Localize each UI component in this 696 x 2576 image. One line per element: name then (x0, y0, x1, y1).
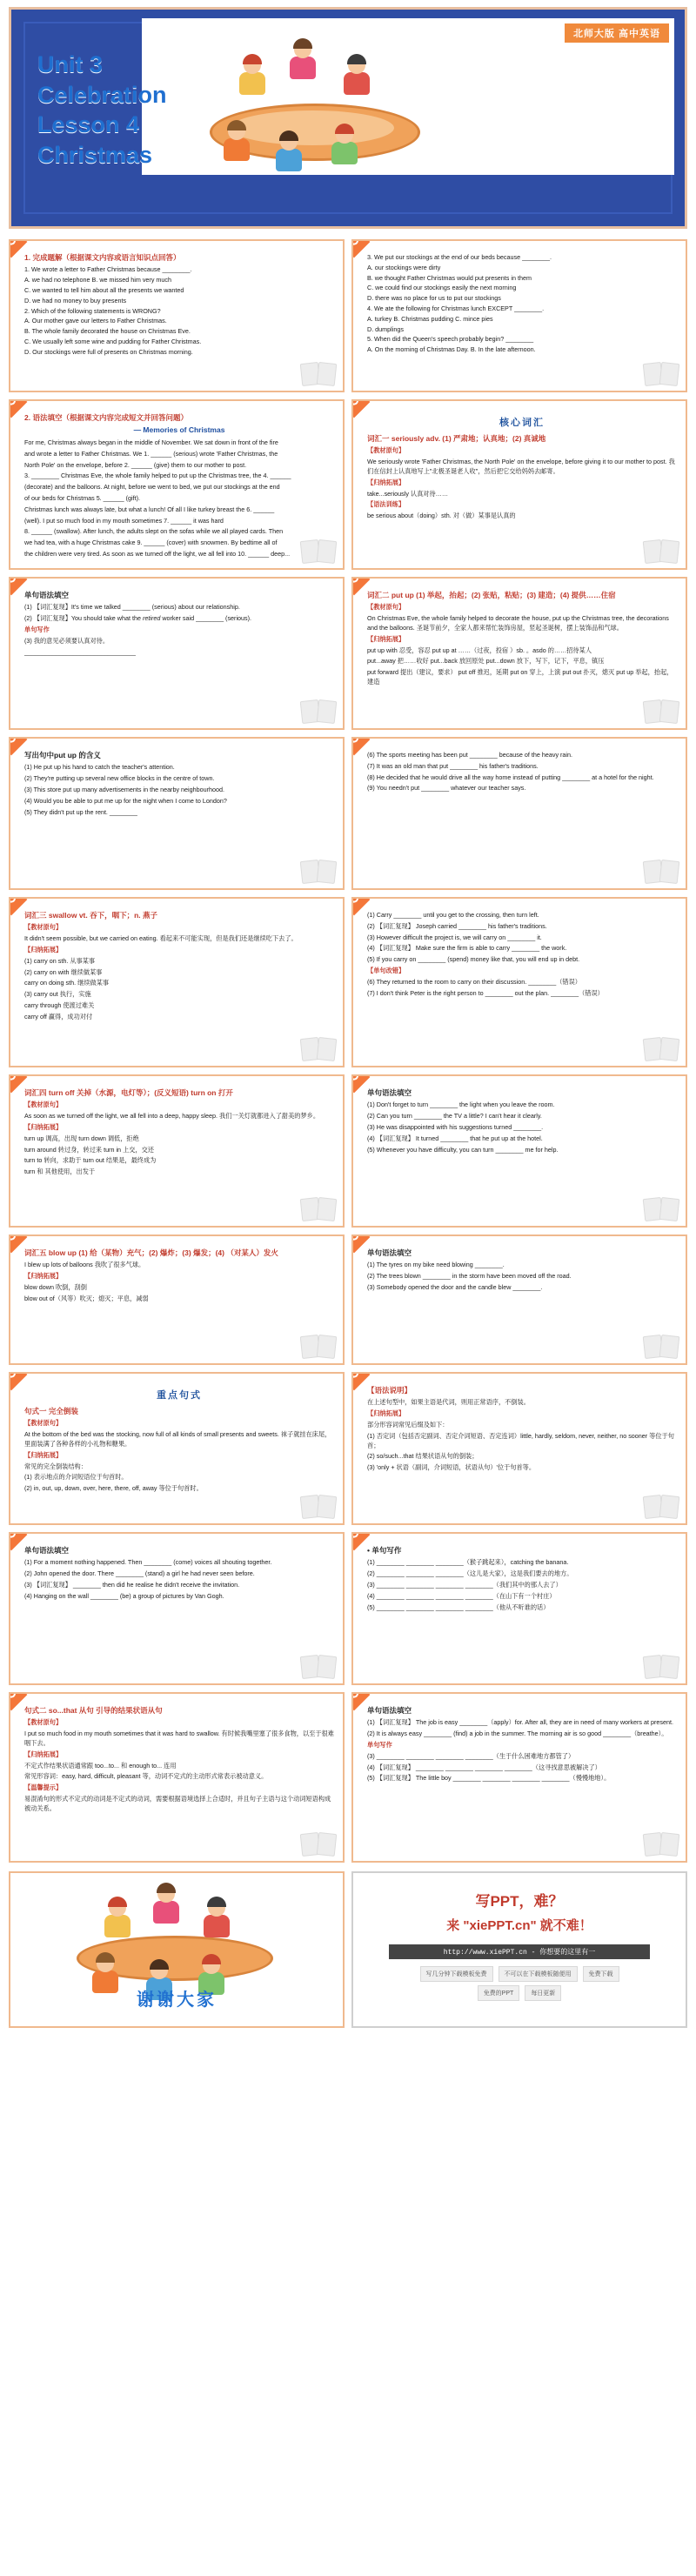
slide-body (24, 438, 334, 559)
fill-line: (5) If you carry on ________ (spend) money like that, you will end up in debt. (367, 955, 580, 964)
classroom-illustration-2 (63, 1885, 289, 1981)
slide-listening-part1[interactable] (9, 239, 345, 392)
slide-title: 1. 完成题解（根据课文内容或语言知识点回答） (24, 253, 181, 262)
cloze-line: For me, Christmas always began in the middle of November. We sat down in front of the fire (24, 438, 278, 446)
promo-tag[interactable]: 不可以在下载模板随便用 (499, 1966, 578, 1982)
block-heading: 【教材原句】 (367, 603, 405, 612)
slides-grid (9, 239, 687, 1863)
slide-body (367, 1261, 677, 1292)
slide-body (24, 603, 334, 657)
slide-title: 单句语法填空 (367, 1248, 412, 1257)
question-line: 1. We wrote a letter to Father Christmas because ________. (24, 265, 192, 274)
block-text: (3) carry out 执行，实施 (24, 990, 91, 999)
fill-line: ________________________________ (24, 647, 136, 656)
fill-line: (2) It is always easy ________ (find) a job in the summer. The morning air is so good ________（breathe）。 (367, 1730, 668, 1738)
block-heading: 单句写作 (24, 626, 50, 634)
question-line: B. we thought Father Christmas would put presents in them (367, 273, 532, 282)
block-text: (3) 'only + 状语（副词，介词短语，状语从句）'位于句首等。 (367, 1463, 536, 1472)
student-figure (224, 123, 250, 161)
promo-slide[interactable] (351, 1871, 687, 2028)
slide-word-put-up[interactable] (351, 577, 687, 730)
slide-blow-fill[interactable] (351, 1234, 687, 1365)
block-text: (2) carry on with 继续做某事 (24, 967, 103, 976)
fill-line: (2) 【词汇复现】You should take what the retired worker said ________ (serious). (24, 614, 252, 623)
promo-tag[interactable]: 每日更新 (525, 1985, 561, 2001)
slide-sentence-writing[interactable] (351, 1532, 687, 1685)
book-icon (301, 1833, 336, 1856)
block-heading: 【归纳拓展】 (24, 946, 63, 954)
block-text: (1) carry on sth. 从事某事 (24, 956, 96, 965)
teacher-figure (153, 1885, 179, 1924)
book-icon (644, 1198, 679, 1221)
slide-word-swallow[interactable] (9, 897, 345, 1067)
block-heading: 【归纳拓展】 (367, 1409, 405, 1418)
fill-line: (4) Hanging on the wall ________ (be) a group of pictures by Van Gogh. (24, 1591, 224, 1600)
slide-body (24, 923, 334, 1021)
block-heading: 【教材原句】 (24, 923, 63, 932)
fill-line: (7) I don't think Peter is the right person to ________ out the plan. ________（错误） (367, 988, 604, 997)
block-text: put up with 忍受，容忍 put up at ……（过夜，投宿 ）sb. 。asdo 的……招待某人 (367, 646, 592, 654)
promo-url[interactable]: http://www.xiePPT.cn - 你想要的这里有一 (389, 1944, 650, 1959)
slide-word-blow-up[interactable] (9, 1234, 345, 1365)
question-line: A. we had no telephone B. we missed him very much (24, 276, 171, 284)
fill-line: (6) They returned to the room to carry on their discussion. ________（错误） (367, 977, 581, 986)
student-figure (276, 133, 302, 171)
question-line: A. Our mother gave our letters to Father Christmas. (24, 317, 167, 325)
cloze-line: Christmas lunch was always late, but what a lunch! Of all I like turkey breast the 6. ______ (24, 505, 275, 513)
block-text: It didn't seem possible, but we carried on eating. 看起来不可能实现，但是我们还是继续吃下去了。 (24, 934, 298, 943)
book-icon (644, 700, 679, 723)
block-text: be serious about（doing）sth. 对（做）某事是认真的 (367, 512, 516, 520)
block-heading: 【单句改错】 (367, 966, 405, 974)
book-icon (644, 540, 679, 563)
fill-line: (1) For a moment nothing happened. Then ________ (come) voices all shouting together. (24, 1558, 272, 1567)
book-icon (301, 1335, 336, 1358)
student-figure (104, 1899, 130, 1937)
brand-badge: 北师大版 高中英语 (565, 23, 669, 43)
fill-line: (1) 【词汇复现】 The job is easy ________（apply）for. After all, they are in need of many workers at present. (367, 1718, 673, 1727)
block-heading: 【归纳拓展】 (24, 1450, 63, 1459)
fill-line: (4) 【词汇复现】 ________ ________ ________ ________（这寻找意思被解决了） (367, 1763, 601, 1771)
slide-title: 单句语法填空 (24, 591, 70, 599)
block-heading: 【归纳拓展】 (367, 634, 405, 643)
fill-line: (6) The sports meeting has been put ________ because of the heavy rain. (367, 751, 573, 759)
book-icon (301, 860, 336, 883)
block-heading: 【归纳拓展】 (24, 1272, 63, 1281)
title-slide (9, 7, 687, 229)
question-line: D. dumplings (367, 325, 404, 333)
block-text: take...seriously 认真对待…… (367, 489, 449, 498)
title-line-1: Unit 3 (37, 51, 104, 77)
block-text: We seriously wrote 'Father Christmas, the North Pole' on the envelope, before giving it to our mother to post. 我们在信封上认真地写上"北极圣诞老人收"，然后把它交给妈妈去邮寄。 (367, 458, 675, 476)
fill-line: (3) This store put up many advertisements in the nearby neighbourhood. (24, 786, 224, 794)
block-text: (2) so/such...that 结果状语从句的倒装； (367, 1452, 478, 1461)
slide-body (24, 1558, 334, 1601)
question-line: 2. Which of the following statements is WRONG? (24, 306, 161, 315)
fill-line: (1) Don't forget to turn ________ the light when you leave the room. (367, 1101, 555, 1109)
question-line: C. we wanted to tell him about all the presents we wanted (24, 286, 184, 295)
slide-syntax-inversion[interactable] (9, 1372, 345, 1525)
fill-line: (3) He was disappointed with his suggestions turned ________. (367, 1123, 544, 1132)
slide-body (24, 763, 334, 817)
slide-put-up-meanings[interactable] (9, 737, 345, 890)
block-text: 常见的完全倒装结构： (24, 1462, 87, 1470)
cloze-line: the children were very tired. As soon as we turned off the light, we all fell into 10. ______ deep... (24, 549, 291, 558)
slide-listening-part2[interactable] (351, 239, 687, 392)
book-icon (301, 1038, 336, 1061)
slide-title: 句式一 完全倒装 (24, 1407, 78, 1415)
slide-title: 【语法说明】 (367, 1386, 412, 1395)
book-icon (644, 1335, 679, 1358)
block-text: turn around 转过身，转过来 turn in 上交，交还 (24, 1145, 154, 1154)
slide-body (367, 1718, 677, 1783)
classroom-illustration (185, 36, 438, 171)
fill-line: (5) They didn't put up the rent. ________ (24, 807, 137, 816)
cloze-line: 8. ______ (swallow). After lunch, the adults slept on the sofas while we all played cards. Then (24, 527, 284, 536)
block-heading: 【教材原句】 (24, 1101, 63, 1109)
block-heading: 【语法训练】 (367, 500, 405, 509)
question-line: C. We usually left some wine and pudding for Father Christmas. (24, 338, 202, 346)
block-heading: 单句写作 (367, 1741, 392, 1750)
title-line-4: Christmas (37, 141, 153, 168)
block-text: turn up 调高，出现 turn down 调低，拒绝 (24, 1134, 139, 1142)
cloze-line: 3. ________ Christmas Eve, the whole family helped to put up the Christmas tree, the 4. ______ (24, 472, 291, 480)
fill-line: (3) ________ ________ ________ ________（生于什么困难地方都管了） (367, 1751, 575, 1760)
slide-title: 词汇四 turn off 关掉（水源，电灯等）；(反义短语) turn on 打开 (24, 1088, 233, 1097)
slide-body (24, 1101, 334, 1177)
slide-body (367, 603, 677, 686)
slide-so-that-fill[interactable] (351, 1692, 687, 1863)
block-text: put...away 把……收好 put...back 放回原处 put...down 放下，写下，记下，平息，镇压 (367, 657, 605, 666)
book-icon (644, 860, 679, 883)
promo-tag-row-1 (362, 1966, 677, 1982)
student-figure (204, 1899, 230, 1937)
question-line: D. we had no money to buy presents (24, 296, 127, 304)
block-heading: 【归纳拓展】 (24, 1750, 63, 1758)
fill-line: (1) He put up his hand to catch the teacher's attention. (24, 763, 175, 772)
block-heading: 【归纳拓展】 (367, 478, 405, 486)
fill-line: (1) The tyres on my bike need blowing ________. (367, 1261, 505, 1269)
student-figure (239, 57, 265, 95)
slide-body (367, 253, 677, 355)
fill-line: (2) 【词汇复现】 Joseph carried ________ his father's traditions. (367, 921, 547, 930)
slide-grammar-fill-serious[interactable] (9, 577, 345, 730)
block-text: (1) 表示地点的介词短语位于句首时。 (24, 1473, 128, 1482)
fill-line: (3) However difficult the project is, we will carry on ________ it. (367, 933, 542, 941)
question-line: D. Our stockings were full of presents on Christmas morning. (24, 347, 193, 356)
final-row (9, 1871, 687, 2028)
section-heading: 核心词汇 (499, 418, 545, 428)
title-line-2: Celebration (37, 81, 167, 108)
block-text: carry on doing sth. 继续做某事 (24, 979, 110, 987)
block-heading: 【归纳拓展】 (24, 1123, 63, 1132)
fill-line: (2) They're putting up several new office blocks in the centre of town. (24, 774, 215, 783)
book-icon (644, 1495, 679, 1518)
slide-title: 词汇五 blow up (1) 给（某物）充气；(2) 爆炸；(3) 爆发；(4) （对某人）发火 (24, 1248, 278, 1257)
book-icon (301, 1198, 336, 1221)
student-figure (344, 57, 370, 95)
book-icon (644, 1833, 679, 1856)
block-text: 不定式作结果状语通常跟 too...to... 和 enough to... 连用 (24, 1761, 177, 1770)
book-icon (301, 363, 336, 385)
cloze-line: (decorate) and the balloons. At night, before we went to bed, we put our stockings at the end (24, 483, 280, 492)
thanks-slide (9, 1871, 345, 2028)
fill-line: (9) You needn't put ________ whatever our teacher says. (367, 784, 526, 793)
book-icon (301, 540, 336, 563)
fill-line: (3) Somebody opened the door and the candle blew ________. (367, 1283, 543, 1292)
block-text: (2) in, out, up, down, over, here, there, off, away 等位于句首时。 (24, 1484, 203, 1493)
slide-subtitle: — Memories of Christmas (133, 425, 225, 435)
slide-put-up-fill[interactable] (351, 737, 687, 890)
page-title (37, 50, 167, 170)
block-text: turn 和 其他使用，出发于 (24, 1168, 96, 1176)
fill-line: (3) 【词汇复现】 ________ then did he realise he didn't receive the invitation. (24, 1581, 240, 1589)
book-icon (644, 363, 679, 385)
fill-line: (3) ________ ________ ________ ________（我们其中的那人去了） (367, 1581, 562, 1589)
fill-line: (4) ________ ________ ________ ________（在山下有一个村庄） (367, 1591, 556, 1600)
block-text: On Christmas Eve, the whole family helped to decorate the house, put up the Christmas tree, the decorations and the balloons. 圣诞节前夕，全家人都来帮忙装饰房屋，竖起圣诞树，摆上装饰品和气球。 (367, 614, 669, 632)
slide-body (367, 911, 677, 998)
slide-word-seriously[interactable] (351, 399, 687, 570)
slide-body (24, 1718, 334, 1813)
fill-line: (1) Carry ________ until you get to the crossing, then turn left. (367, 911, 539, 919)
block-text: turn to 转向，求助于 turn out 结果是，最终成为 (24, 1156, 157, 1165)
block-text: 常见形容词：easy, hard, difficult, pleasant 等，动词不定式的主动形式常表示被动意义。 (24, 1772, 268, 1781)
cloze-line: of our beds for Christmas 5. ______ (gift). (24, 493, 141, 502)
book-icon (644, 1656, 679, 1678)
promo-line-2: 来 "xiePPT.cn" 就不难！ (446, 1918, 592, 1933)
block-text: 易混淆句的形式不定式的动词是不定式的动词，需要根据语境选择上合适时，并且句子主语与这个动词短语构成被动关系。 (24, 1795, 331, 1812)
fill-line: (5) ________ ________ ________ ________（他从不听谁的话） (367, 1602, 550, 1611)
question-line: 4. We ate the following for Christmas lunch EXCEPT ________. (367, 304, 545, 312)
promo-tag[interactable]: 免费的PPT (478, 1985, 520, 2001)
slide-syntax-note[interactable] (351, 1372, 687, 1525)
block-text: put forward 提出（建议，要求） put off 推迟，延期 put on 穿上，上演 put out 扑灭，熄灭 put up 举起，抬起，建造 (367, 668, 673, 686)
slide-title: 句式二 so...that 从句 引导的结果状语从句 (24, 1706, 163, 1715)
slide-title: 写出句中put up 的含义 (24, 751, 101, 759)
thanks-text: 谢谢大家 (137, 1991, 217, 2010)
slide-title: 2. 语法填空（根据课文内容完成短文并回答问题） (24, 413, 188, 422)
slide-body (367, 1398, 677, 1473)
fill-line: (2) The trees blown ________ in the storm have been moved off the road. (367, 1272, 572, 1281)
block-text: I put so much food in my mouth sometimes that it was hard to swallow. 有时候我嘴里塞了很多食物，以至于很难咽下去。 (24, 1730, 334, 1748)
fill-line: (4) 【词汇复现】 It turned ________ that he put up at the hotel. (367, 1134, 543, 1142)
question-line: C. we could find our stockings easily the next morning (367, 284, 517, 292)
promo-tag[interactable]: 免费下载 (583, 1966, 619, 1982)
block-text: (1) 否定词（包括否定副词、否定介词短语、否定连词）little, hardly, seldom, never, neither, no sooner 等位于句首； (367, 1431, 674, 1449)
slide-body (367, 1101, 677, 1154)
slide-title: 词汇二 put up (1) 举起，抬起；(2) 张贴，粘贴；(3) 建造；(4) 提供……住宿 (367, 591, 616, 599)
slide-turn-fill[interactable] (351, 1074, 687, 1228)
promo-tag[interactable]: 写几分钟下载模板免费 (420, 1966, 493, 1982)
cloze-line: and wrote a letter to Father Christmas. We 1. ______ (serious) wrote 'Father Christmas, the (24, 449, 278, 458)
fill-line: (1) ________ ________ ________（猴子跳起来），catching the banana. (367, 1558, 569, 1567)
cloze-line: (well). I put so much food in my mouth sometimes 7. ______ it was hard (24, 516, 224, 525)
block-text: blow out of（风等）吹灭；熄灭；平息，减弱 (24, 1294, 149, 1302)
book-icon (644, 1038, 679, 1061)
fill-line: (3) 我的意见必须要认真对待。 (24, 636, 110, 645)
table-top-shape (231, 110, 394, 145)
slide-inversion-fill[interactable] (9, 1532, 345, 1685)
slide-title: 词汇三 swallow vt. 吞下，咽下；n. 燕子 (24, 911, 158, 920)
book-icon (301, 1495, 336, 1518)
book-icon (301, 700, 336, 723)
slide-title: • 单句写作 (367, 1546, 402, 1555)
slide-body (367, 1558, 677, 1612)
fill-line: (4) 【词汇复现】 Make sure the firm is able to carry ________ the work. (367, 944, 567, 953)
question-line: 5. When did the Queen's speech probably begin? ________ (367, 335, 534, 344)
question-line: A. turkey B. Christmas pudding C. mince pies (367, 314, 493, 323)
cloze-line: we had tea, with a huge Christmas cake 9. ______ (cover) with snowmen. By bedtime all of (24, 539, 278, 547)
block-text: carry through 使渡过难关 (24, 1001, 95, 1010)
cloze-line: North Pole' on the envelope, before 2. ______ (give) them to our mother to post. (24, 460, 247, 469)
fill-line: (5) Whenever you have difficulty, you can turn ________ me for help. (367, 1145, 559, 1154)
slide-word-turn-off[interactable] (9, 1074, 345, 1228)
block-heading: 【教材原句】 (367, 446, 405, 455)
slide-body (24, 265, 334, 357)
fill-line: (7) It was an old man that put ________ his father's traditions. (367, 761, 539, 770)
fill-line: (2) ________ ________ ________（这儿是大家），这是我们要去的地方。 (367, 1569, 573, 1578)
student-figure (331, 126, 358, 164)
block-text: blow down 吹倒，刮倒 (24, 1283, 87, 1292)
block-text: As soon as we turned off the light, we all fell into a deep, happy sleep. 我们一关灯就都进入了甜美的梦乡。 (24, 1112, 320, 1121)
title-line-3: Lesson 4 (37, 111, 140, 138)
fill-line: (8) He decided that he would drive all the way home instead of putting ________ at a hotel for the night. (367, 773, 654, 781)
slide-title: 单句语法填空 (24, 1546, 70, 1555)
section-heading: 重点句式 (157, 1390, 202, 1401)
fill-line: (4) Would you be able to put me up for the night when I come to London? (24, 796, 227, 805)
fill-line: (5) 【词汇复现】 The little boy ________ ________ ________ ________（慢慢地地）。 (367, 1774, 611, 1783)
fill-line: (1) 【词汇复现】It's time we talked ________ (serious) about our relationship. (24, 603, 240, 612)
question-line: B. The whole family decorated the house on Christmas Eve. (24, 327, 191, 336)
promo-tag-row-2 (362, 1985, 677, 2001)
slide-carry-on-fill[interactable] (351, 897, 687, 1067)
teacher-figure (290, 41, 316, 79)
block-text: At the bottom of the bed was the stocking, now full of all kinds of small presents and sweets. 袜子就挂在床尾，里面装满了各种各样的小礼物和糖果。 (24, 1430, 331, 1449)
fill-line: (2) Can you turn ________ the TV a little? I can't hear it clearly. (367, 1112, 542, 1121)
block-text: 部分形容词常见后缀及如下： (367, 1421, 449, 1429)
question-line: D. there was no place for us to put our stockings (367, 294, 501, 303)
question-line: A. our stockings were dirty (367, 263, 441, 271)
block-heading: 【教材原句】 (24, 1419, 63, 1428)
question-line: A. On the morning of Christmas Day. B. In the late afternoon. (367, 345, 536, 354)
block-heading: 【温馨提示】 (24, 1783, 63, 1792)
block-heading: 【教材原句】 (24, 1718, 63, 1727)
promo-line-1: 写PPT，难？ (475, 1893, 564, 1910)
block-text: I blew up lots of balloons 我吹了很多气球。 (24, 1261, 145, 1269)
slide-memories-cloze[interactable] (9, 399, 345, 570)
book-icon (301, 1656, 336, 1678)
block-text: 在上述句型中，如果主语是代词，则用正常语序，不倒装。 (367, 1398, 530, 1407)
question-line: 3. We put our stockings at the end of our beds because ________. (367, 253, 552, 261)
slide-body (367, 751, 677, 793)
block-text: carry off 赢得，成功对付 (24, 1012, 93, 1020)
slide-title: 单句语法填空 (367, 1088, 412, 1097)
fill-line: (2) John opened the door. There ________ (stand) a girl he had never seen before. (24, 1569, 255, 1578)
slide-body (24, 1261, 334, 1303)
slide-body (367, 446, 677, 521)
slide-body (24, 1419, 334, 1494)
slide-title: 词汇一 seriously adv. (1) 严肃地；认真地；(2) 真诚地 (367, 434, 546, 443)
slide-syntax-so-that[interactable] (9, 1692, 345, 1863)
slide-title: 单句语法填空 (367, 1706, 412, 1715)
